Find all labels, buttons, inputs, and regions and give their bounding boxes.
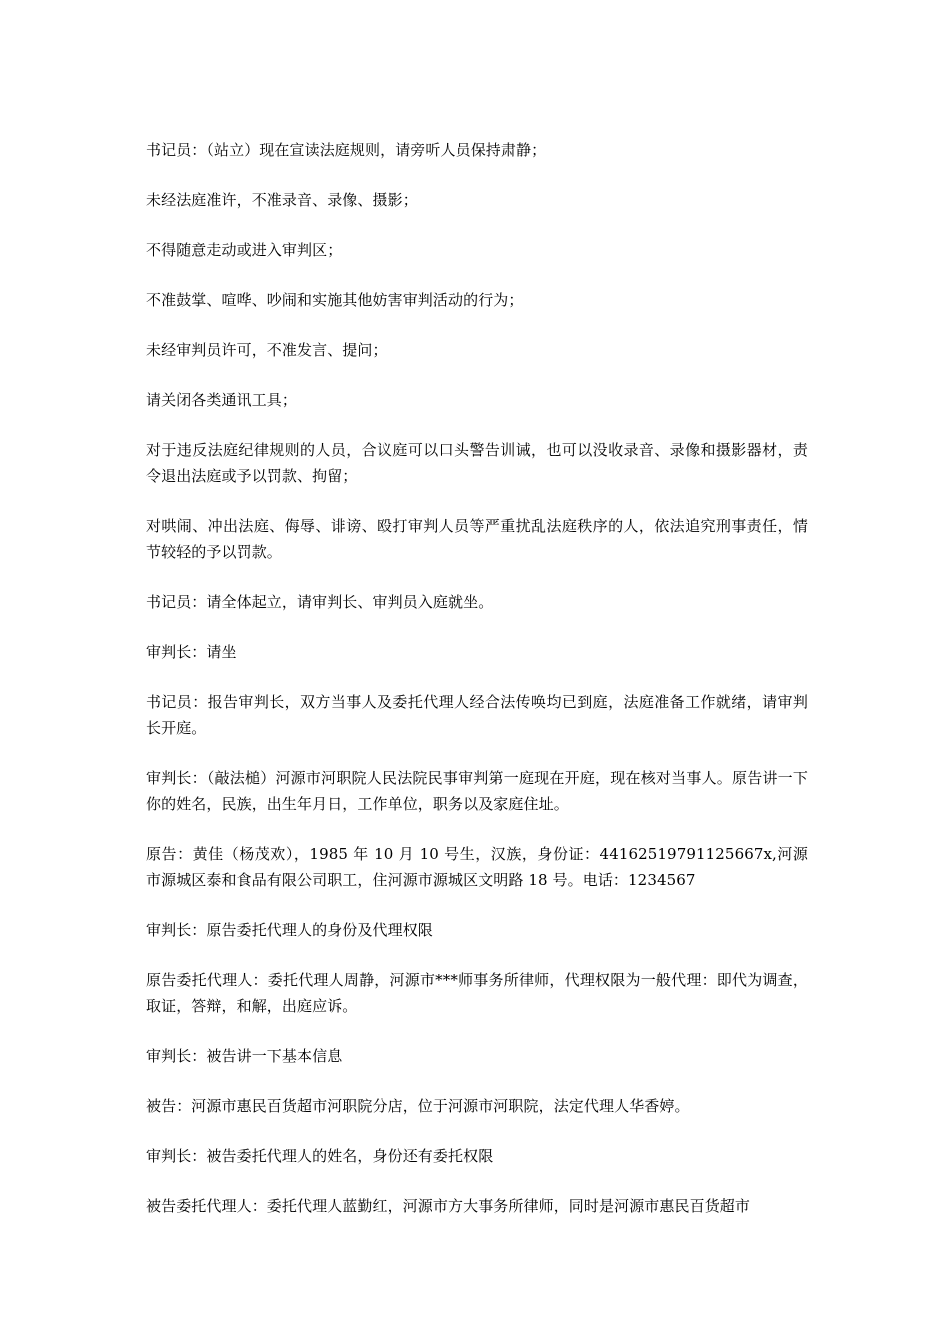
paragraph-violation-penalty: 对于违反法庭纪律规则的人员，合议庭可以口头警告训诫，也可以没收录音、录像和摄影器材，责令退出法庭或予以罚款、拘留；	[146, 441, 808, 485]
paragraph-please-sit: 审判长：请坐	[146, 643, 237, 661]
paragraph-plaintiff-info: 原告：黄佳（杨茂欢），1985 年 10 月 10 号生，汉族，身份证：44162519791125667x,河源市源城区泰和食品有限公司职工，住河源市源城区文明路 18 号。电话：1234567	[146, 845, 808, 889]
paragraph-no-speaking: 未经审判员许可，不准发言、提问；	[146, 341, 388, 359]
paragraph-defendant-agent-info: 被告委托代理人：委托代理人蓝勤红，河源市方大事务所律师，同时是河源市惠民百货超市	[146, 1197, 751, 1215]
paragraph-no-walking: 不得随意走动或进入审判区；	[146, 241, 343, 259]
paragraph-court-rules-intro: 书记员：（站立）现在宣读法庭规则，请旁听人员保持肃静；	[146, 141, 547, 159]
paragraph-defendant-info: 被告：河源市惠民百货超市河职院分店，位于河源市河职院，法定代理人华香婷。	[146, 1097, 690, 1115]
paragraph-defendant-question: 审判长：被告讲一下基本信息	[146, 1047, 343, 1065]
paragraph-court-opens: 审判长：（敲法槌）河源市河职院人民法院民事审判第一庭现在开庭，现在核对当事人。原告讲一下你的姓名，民族，出生年月日，工作单位，职务以及家庭住址。	[146, 769, 808, 813]
paragraph-plaintiff-agent-info: 原告委托代理人：委托代理人周静，河源市***师事务所律师，代理权限为一般代理：即代为调查，取证，答辩，和解，出庭应诉。	[146, 971, 808, 1015]
paragraph-clerk-report: 书记员：报告审判长，双方当事人及委托代理人经合法传唤均已到庭，法庭准备工作就绪，请审判长开庭。	[146, 693, 808, 737]
paragraph-defendant-agent-question: 审判长：被告委托代理人的姓名，身份还有委托权限	[146, 1147, 494, 1165]
paragraph-all-rise: 书记员：请全体起立，请审判长、审判员入庭就坐。	[146, 593, 494, 611]
paragraph-no-recording: 未经法庭准许，不准录音、录像、摄影；	[146, 191, 418, 209]
paragraph-plaintiff-agent-question: 审判长：原告委托代理人的身份及代理权限	[146, 921, 433, 939]
document-body	[146, 137, 808, 1219]
paragraph-close-devices: 请关闭各类通讯工具；	[146, 391, 298, 409]
paragraph-serious-disruption: 对哄闹、冲出法庭、侮辱、诽谤、殴打审判人员等严重扰乱法庭秩序的人，依法追究刑事责任，情节较轻的予以罚款。	[146, 517, 808, 561]
paragraph-no-noise: 不准鼓掌、喧哗、吵闹和实施其他妨害审判活动的行为；	[146, 291, 524, 309]
